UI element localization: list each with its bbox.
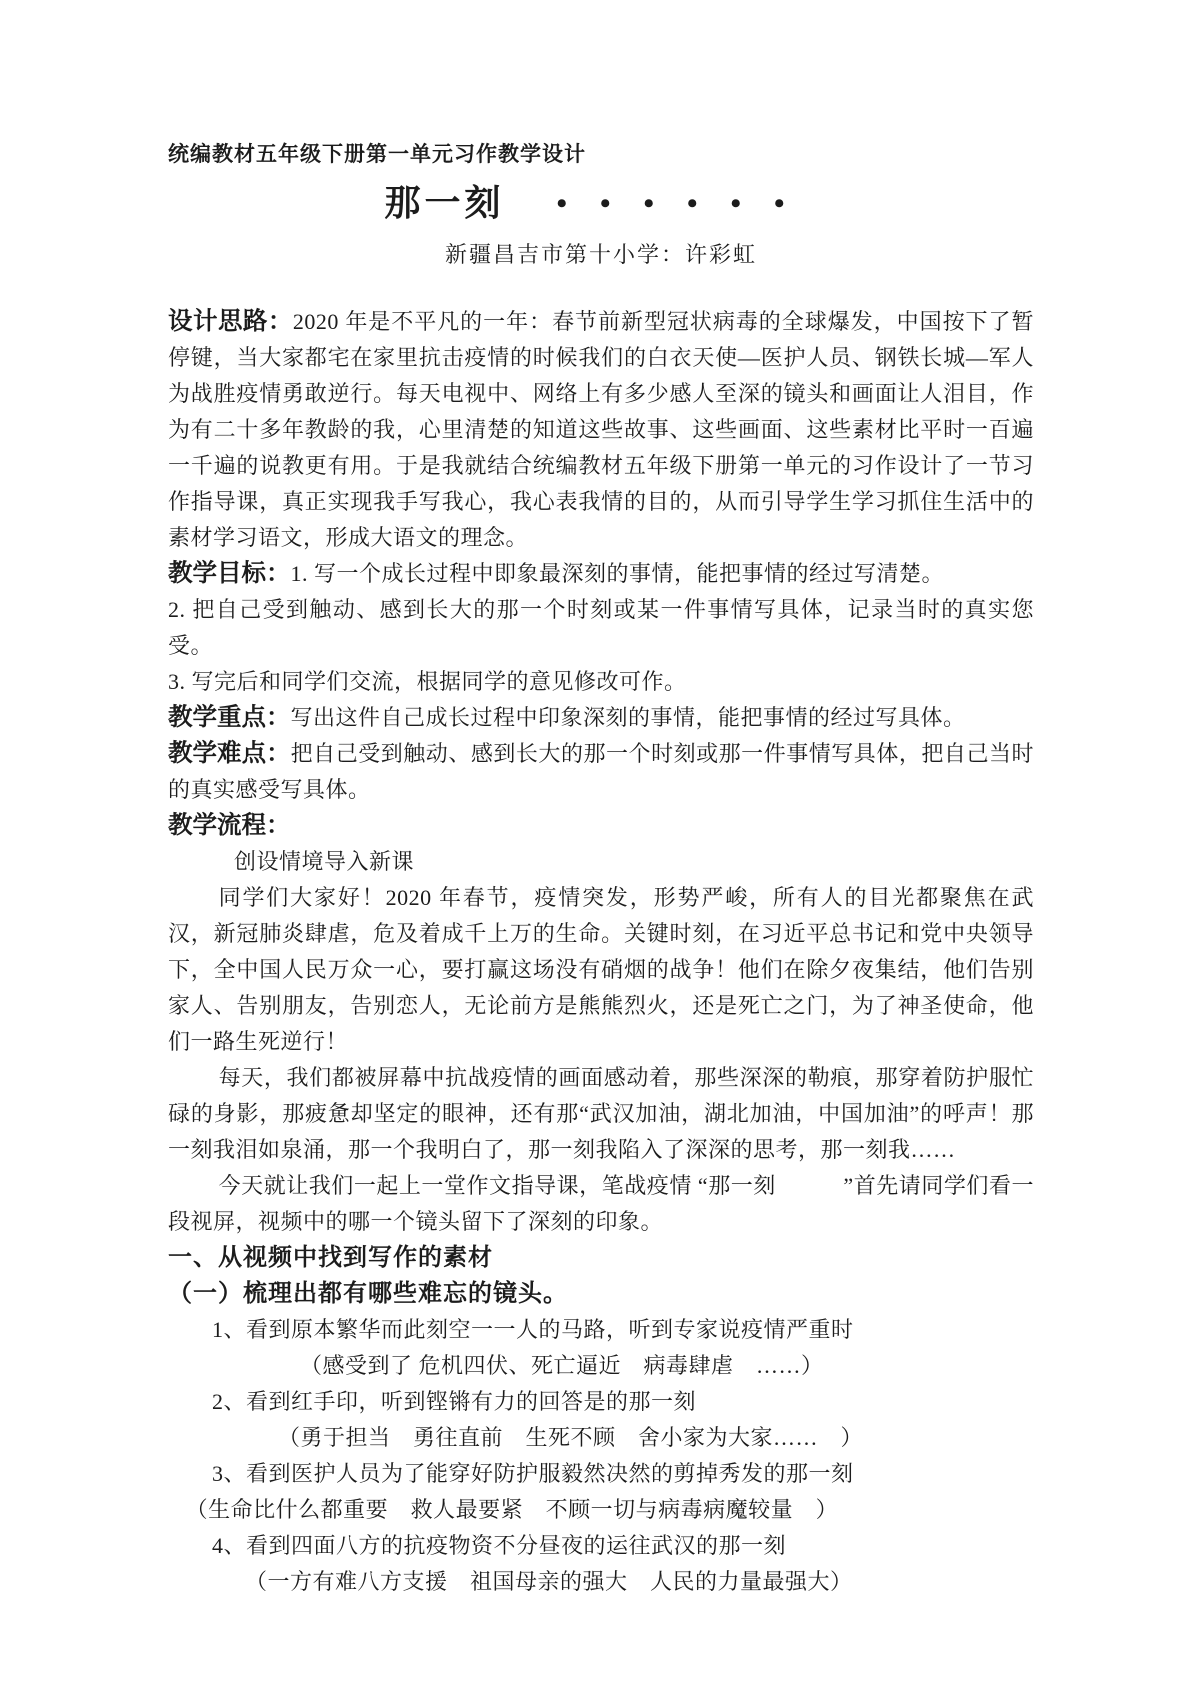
paragraph <box>168 1420 1034 1456</box>
paragraph-text: （一方有难八方支援 祖国母亲的强大 人民的力量最强大） <box>245 1569 853 1594</box>
paragraph <box>168 592 1034 664</box>
paragraph-text: 一、从视频中找到写作的素材 <box>168 1244 493 1271</box>
paragraph <box>168 1384 1034 1420</box>
labeled-paragraph <box>168 808 1034 844</box>
paragraph-text: 写出这件自己成长过程中印象深刻的事情，能把事情的经过写具体。 <box>290 705 966 730</box>
paragraph-text: 同学们大家好！2020 年春节，疫情突发，形势严峻，所有人的目光都聚焦在武汉，新冠肺炎肆虐，危及着成千上万的生命。关键时刻，在习近平总书记和党中央领导下，全中国人民万众一心，要打赢这场没有硝烟的战争！他们在除夕夜集结，他们告别家人、告别朋友，告别恋人，无论前方是熊熊烈火，还是死亡之门，为了神圣使命，他们一路生死逆行！ <box>168 885 1034 1054</box>
paragraph-label: 教学重点： <box>168 704 291 731</box>
paragraph-text: 今天就让我们一起上一堂作文指导课，笔战疫情 “那一刻 ”首先请同学们看一段视屏，视频中的哪一个镜头留下了深刻的印象。 <box>168 1173 1034 1234</box>
paragraph-label: 教学目标： <box>168 560 291 587</box>
document-body <box>168 304 1034 1600</box>
paragraph-text: 2. 把自己受到触动、感到长大的那一个时刻或某一件事情写具体，记录当时的真实您受。 <box>168 597 1034 658</box>
paragraph-text: 2020 年是不平凡的一年：春节前新型冠状病毒的全球爆发，中国按下了暂停键，当大家都宅在家里抗击疫情的时候我们的白衣天使—医护人员、钢铁长城—军人为战胜疫情勇敢逆行。每天电视中、网络上有多少感人至深的镜头和画面让人泪目，作为有二十多年教龄的我，心里清楚的知道这些故事、这些画面、这些素材比平时一百遍一千遍的说教更有用。于是我就结合统编教材五年级下册第一单元的习作设计了一节习作指导课，真正实现我手写我心，我心表我情的目的，从而引导学生学习抓住生活中的素材学习语文，形成大语文的理念。 <box>168 309 1034 550</box>
paragraph-text: 1. 写一个成长过程中即象最深刻的事情，能把事情的经过写清楚。 <box>290 561 945 586</box>
paragraph <box>168 1060 1034 1168</box>
paragraph <box>168 1528 1034 1564</box>
paragraph <box>168 880 1034 1060</box>
document-byline: 新疆昌吉市第十小学：许彩虹 <box>444 242 757 267</box>
paragraph-text: （感受到了 危机四伏、死亡逼近 病毒肆虐 ……） <box>300 1353 824 1378</box>
paragraph <box>168 1564 1034 1600</box>
paragraph-text: 3. 写完后和同学们交流，根据同学的意见修改可作。 <box>168 669 687 694</box>
document-title <box>168 180 1034 234</box>
paragraph-text: （生命比什么都重要 救人最要紧 不顾一切与病毒病魔较量 ） <box>185 1497 839 1522</box>
document-kicker: 统编教材五年级下册第一单元习作教学设计 <box>168 143 586 166</box>
paragraph <box>168 1168 1034 1240</box>
paragraph <box>168 664 1034 700</box>
paragraph-text: 创设情境导入新课 <box>234 849 415 874</box>
paragraph-label: 教学难点： <box>168 740 291 767</box>
labeled-paragraph <box>168 700 1034 736</box>
labeled-paragraph <box>168 736 1034 808</box>
paragraph-label: 设计思路： <box>168 308 293 335</box>
paragraph-text: 每天，我们都被屏幕中抗战疫情的画面感动着，那些深深的勒痕，那穿着防护服忙碌的身影，那疲惫却坚定的眼神，还有那“武汉加油，湖北加油，中国加油”的呼声！那一刻我泪如泉涌，那一个我明白了，那一刻我陷入了深深的思考，那一刻我…… <box>168 1065 1034 1162</box>
section-heading <box>168 1240 1034 1276</box>
paragraph-label: 教学流程： <box>168 812 291 839</box>
paragraph-text: 3、看到医护人员为了能穿好防护服毅然决然的剪掉秀发的那一刻 <box>212 1461 854 1486</box>
paragraph <box>168 1456 1034 1492</box>
title-text: 那一刻 <box>384 183 505 223</box>
paragraph-text: （一）梳理出都有哪些难忘的镜头。 <box>168 1280 568 1307</box>
document-content <box>168 140 1034 1600</box>
paragraph <box>168 1492 1034 1528</box>
paragraph <box>168 1348 1034 1384</box>
title-dots: •••••• <box>556 187 818 220</box>
paragraph <box>168 1312 1034 1348</box>
paragraph-text: （勇于担当 勇往直前 生死不顾 舍小家为大家…… ） <box>278 1425 864 1450</box>
paragraph <box>168 844 1034 880</box>
labeled-paragraph <box>168 304 1034 556</box>
paragraph-text: 把自己受到触动、感到长大的那一个时刻或那一件事情写具体，把自己当时的真实感受写具体。 <box>168 741 1034 802</box>
paragraph-text: 4、看到四面八方的抗疫物资不分昼夜的运往武汉的那一刻 <box>212 1533 787 1558</box>
paragraph-text: 1、看到原本繁华而此刻空一一人的马路，听到专家说疫情严重时 <box>212 1317 854 1342</box>
section-heading <box>168 1276 1034 1312</box>
paragraph-text: 2、看到红手印，听到铿锵有力的回答是的那一刻 <box>212 1389 697 1414</box>
labeled-paragraph <box>168 556 1034 592</box>
